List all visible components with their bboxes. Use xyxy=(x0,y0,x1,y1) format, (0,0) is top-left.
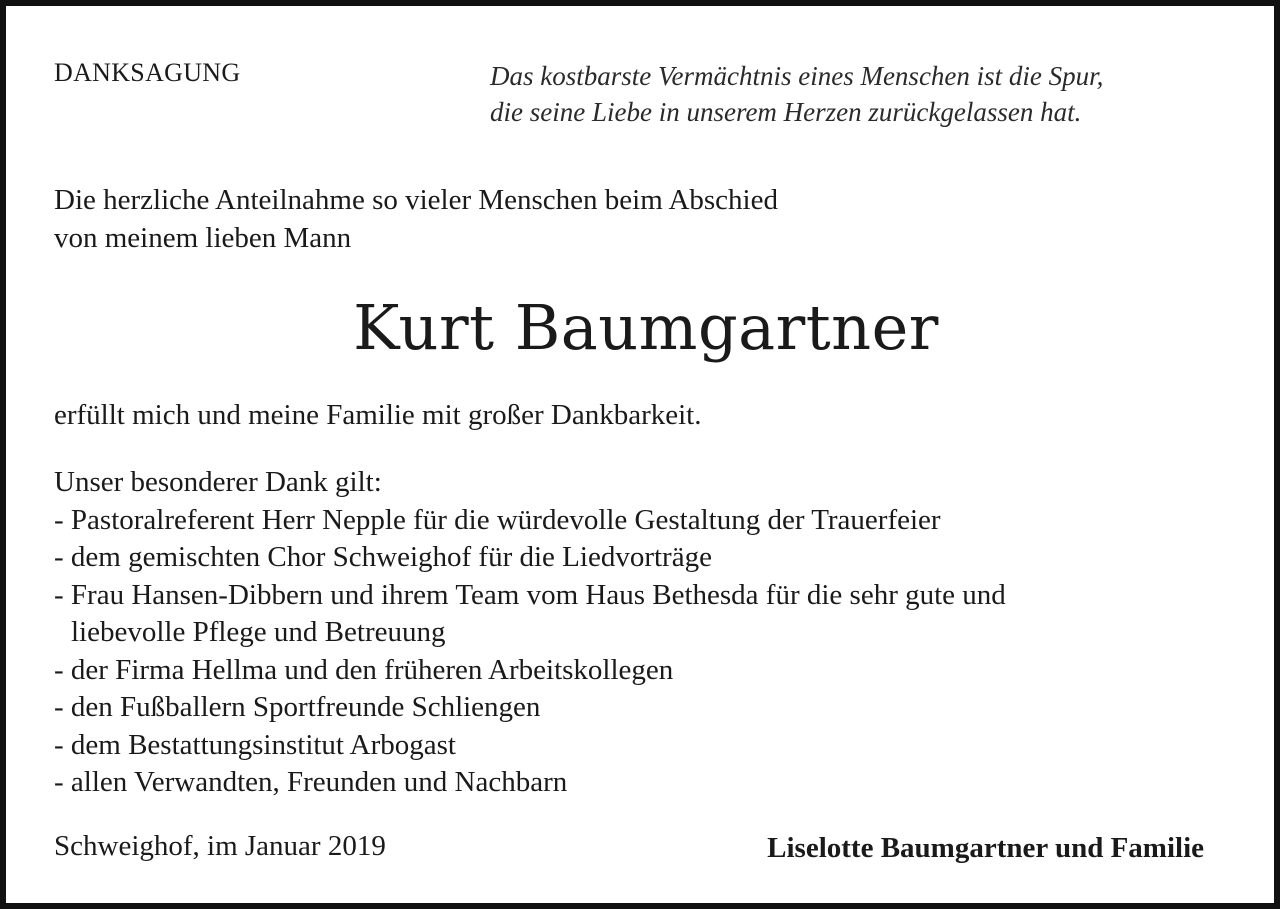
place-date: Schweighof, im Januar 2019 xyxy=(54,830,386,862)
intro-line-2: von meinem lieben Mann xyxy=(54,222,352,254)
gratitude-statement: erfüllt mich und meine Familie mit großer Dankbarkeit. xyxy=(54,399,702,431)
list-item: - den Fußballern Sportfreunde Schliengen xyxy=(54,691,541,723)
quote-line-2: die seine Liebe in unserem Herzen zurückgelassen hat. xyxy=(490,97,1082,127)
list-item: - Pastoralreferent Herr Nepple für die würdevolle Gestaltung der Trauerfeier xyxy=(54,503,941,536)
thanks-title: Unser besonderer Dank gilt: xyxy=(54,466,382,498)
list-item: - der Firma Hellma und den früheren Arbeitskollegen xyxy=(54,653,674,686)
list-item: - dem gemischten Chor Schweighof für die Liedvorträge xyxy=(54,541,712,573)
intro-line-1: Die herzliche Anteilnahme so vieler Menschen beim Abschied xyxy=(54,184,778,216)
list-item: - dem Bestattungsinstitut Arbogast xyxy=(54,728,456,761)
quote-line-1: Das kostbarste Vermächtnis eines Menschen ist die Spur, xyxy=(490,61,1104,91)
memorial-quote xyxy=(490,58,1103,130)
list-item: - Frau Hansen-Dibbern und ihrem Team vom Haus Bethesda für die sehr gute und xyxy=(54,578,1006,611)
thanks-list xyxy=(54,464,1006,802)
list-item: - allen Verwandten, Freunden und Nachbarn xyxy=(54,766,568,798)
list-item-continuation: liebevolle Pflege und Betreuung xyxy=(71,616,446,648)
signature: Liselotte Baumgartner und Familie xyxy=(767,832,1204,864)
deceased-name: Kurt Baumgartner xyxy=(353,291,939,364)
intro-text xyxy=(54,181,778,257)
notice-heading: DANKSAGUNG xyxy=(54,58,241,87)
